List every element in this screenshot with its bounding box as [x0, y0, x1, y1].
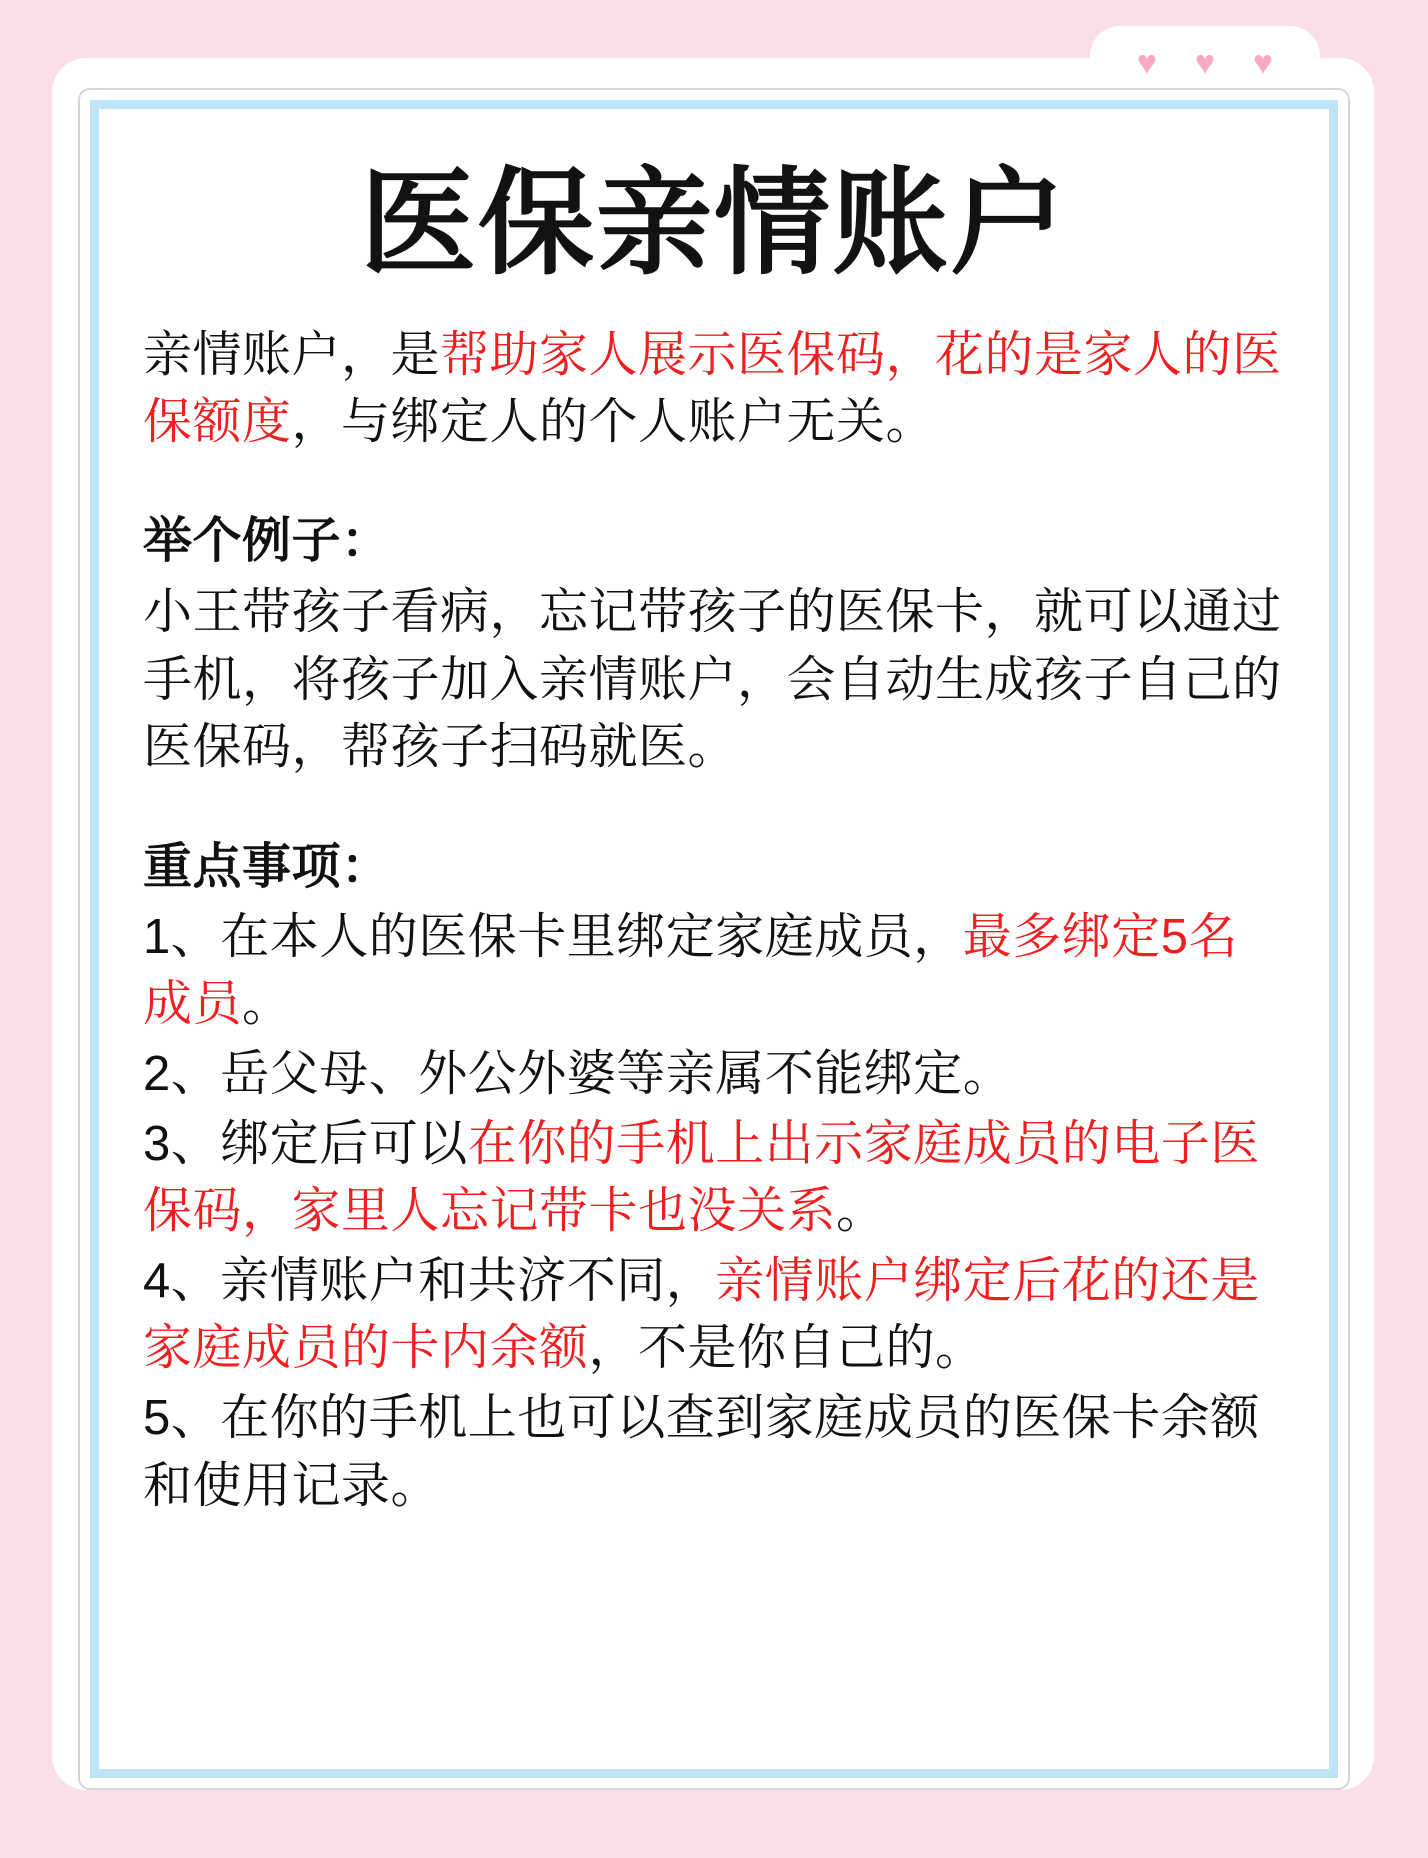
item-index: 4、 [143, 1253, 221, 1308]
item-tail: 。 [242, 977, 292, 1032]
content-inner [99, 109, 1329, 1520]
content-panel [90, 100, 1338, 1778]
item-index: 1、 [143, 909, 221, 964]
key-points-heading: 重点事项： [143, 840, 391, 895]
item-lead: 在本人的医保卡里绑定家庭成员， [220, 909, 963, 964]
heart-icon: ♥ [1136, 44, 1158, 82]
item-index: 2、 [143, 1046, 221, 1101]
heart-icon: ♥ [1194, 44, 1216, 82]
example-heading: 举个例子： [143, 513, 391, 568]
intro-paragraph [143, 322, 1285, 455]
item-lead: 岳父母、外公外婆等亲属不能绑定。 [220, 1046, 1013, 1101]
item-index: 5、 [143, 1390, 221, 1445]
list-item [143, 1041, 1285, 1109]
list-item [143, 1111, 1285, 1246]
heart-icon: ♥ [1252, 44, 1274, 82]
item-highlight: 在你的手机上出示家庭成员的电子医保码，家里人忘记带卡也没关系 [143, 1116, 1260, 1239]
list-item [143, 1248, 1285, 1383]
example-text: 小王带孩子看病，忘记带孩子的医保卡，就可以通过手机，将孩子加入亲情账户，会自动生成孩子自己的医保码，帮孩子扫码就医。 [143, 585, 1282, 775]
intro-lead: 亲情账户，是 [143, 328, 441, 383]
intro-highlight: 帮助家人展示医保码，花的是家人的医保额度 [143, 328, 1282, 449]
item-highlight: 亲情账户绑定后花的还是家庭成员的卡内余额 [143, 1253, 1260, 1376]
item-lead: 绑定后可以 [220, 1116, 468, 1171]
item-tail: ，不是你自己的。 [588, 1321, 985, 1376]
item-lead: 亲情账户和共济不同， [220, 1253, 716, 1308]
list-item [143, 904, 1285, 1039]
page-title: 医保亲情账户 [360, 158, 1068, 288]
item-lead: 在你的手机上也可以查到家庭成员的医保卡余额和使用记录。 [143, 1390, 1260, 1513]
list-item [143, 1385, 1285, 1520]
item-index: 3、 [143, 1116, 221, 1171]
key-points-list [143, 904, 1285, 1520]
item-tail: 。 [836, 1184, 886, 1239]
intro-tail: ，与绑定人的个人账户无关。 [291, 394, 936, 449]
item-highlight: 最多绑定5名成员 [143, 909, 1239, 1032]
